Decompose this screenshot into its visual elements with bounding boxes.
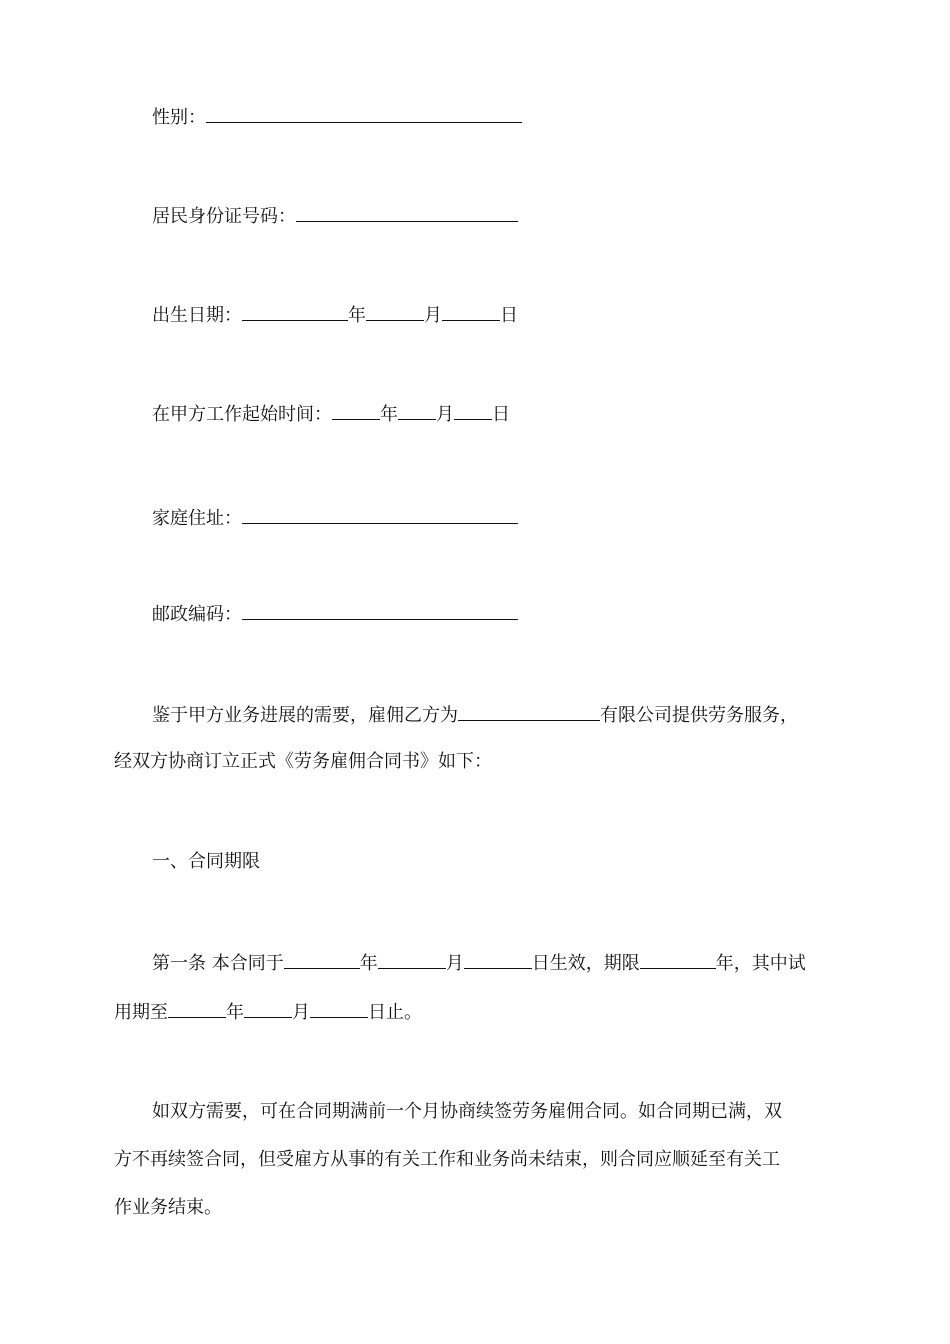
gender-blank[interactable]	[206, 104, 522, 123]
birth-year-unit: 年	[348, 305, 366, 326]
address-blank[interactable]	[242, 505, 518, 524]
intro-line-1	[152, 702, 872, 728]
probation-year-unit: 年	[226, 1002, 244, 1023]
postal-code-label: 邮政编码：	[152, 604, 242, 625]
article-1-text: 第一条 本合同于	[152, 953, 284, 974]
probation-year-blank[interactable]	[168, 999, 226, 1018]
intro-text-1: 鉴于甲方业务进展的需要，雇佣乙方为	[152, 705, 458, 726]
intro-text-2: 有限公司提供劳务服务，	[600, 705, 798, 726]
gender-label: 性别：	[152, 107, 206, 128]
birth-month-blank[interactable]	[366, 302, 424, 321]
birth-date-label: 出生日期：	[152, 305, 242, 326]
section-title: 一、合同期限	[152, 851, 260, 872]
probation-text: 用期至	[114, 1002, 168, 1023]
probation-day-blank[interactable]	[310, 999, 368, 1018]
effective-year-blank[interactable]	[284, 950, 360, 969]
article-1-line-2	[114, 999, 834, 1025]
postal-code-blank[interactable]	[242, 601, 518, 620]
id-number-blank[interactable]	[296, 203, 518, 222]
effective-month-blank[interactable]	[378, 950, 446, 969]
term-years-unit: 年，其中试	[715, 953, 806, 974]
renewal-line-2: 方不再续签合同，但受雇方从事的有关工作和业务尚未结束，则合同应顺延至有关工	[114, 1149, 780, 1170]
start-date-field	[152, 401, 872, 427]
effective-day-blank[interactable]	[464, 950, 532, 969]
birth-day-unit: 日	[500, 305, 518, 326]
start-year-unit: 年	[380, 404, 398, 425]
effective-year-unit: 年	[359, 953, 378, 974]
company-name-blank[interactable]	[458, 702, 600, 721]
renewal-line-1: 如双方需要，可在合同期满前一个月协商续签劳务雇佣合同。如合同期已满，双	[152, 1101, 782, 1122]
start-date-label: 在甲方工作起始时间：	[152, 404, 332, 425]
effective-month-unit: 月	[445, 953, 464, 974]
intro-line-2: 经双方协商订立正式《劳务雇佣合同书》如下：	[114, 751, 492, 772]
term-years-blank[interactable]	[640, 950, 716, 969]
probation-day-unit: 日止。	[368, 1002, 422, 1023]
start-month-unit: 月	[436, 404, 454, 425]
birth-month-unit: 月	[424, 305, 442, 326]
birth-day-blank[interactable]	[442, 302, 500, 321]
probation-month-unit: 月	[292, 1002, 310, 1023]
start-day-unit: 日	[492, 404, 510, 425]
id-number-label: 居民身份证号码：	[152, 206, 296, 227]
birth-year-blank[interactable]	[242, 302, 348, 321]
address-label: 家庭住址：	[152, 508, 242, 529]
start-year-blank[interactable]	[332, 401, 380, 420]
birth-date-field	[152, 302, 872, 328]
postal-code-field	[152, 601, 872, 627]
probation-month-blank[interactable]	[244, 999, 292, 1018]
start-month-blank[interactable]	[398, 401, 436, 420]
address-field	[152, 505, 872, 531]
start-day-blank[interactable]	[454, 401, 492, 420]
id-number-field	[152, 203, 872, 229]
article-1-line-1	[152, 950, 872, 976]
gender-field	[152, 104, 872, 130]
renewal-line-3: 作业务结束。	[114, 1197, 222, 1218]
effective-day-unit: 日生效，期限	[531, 953, 640, 974]
